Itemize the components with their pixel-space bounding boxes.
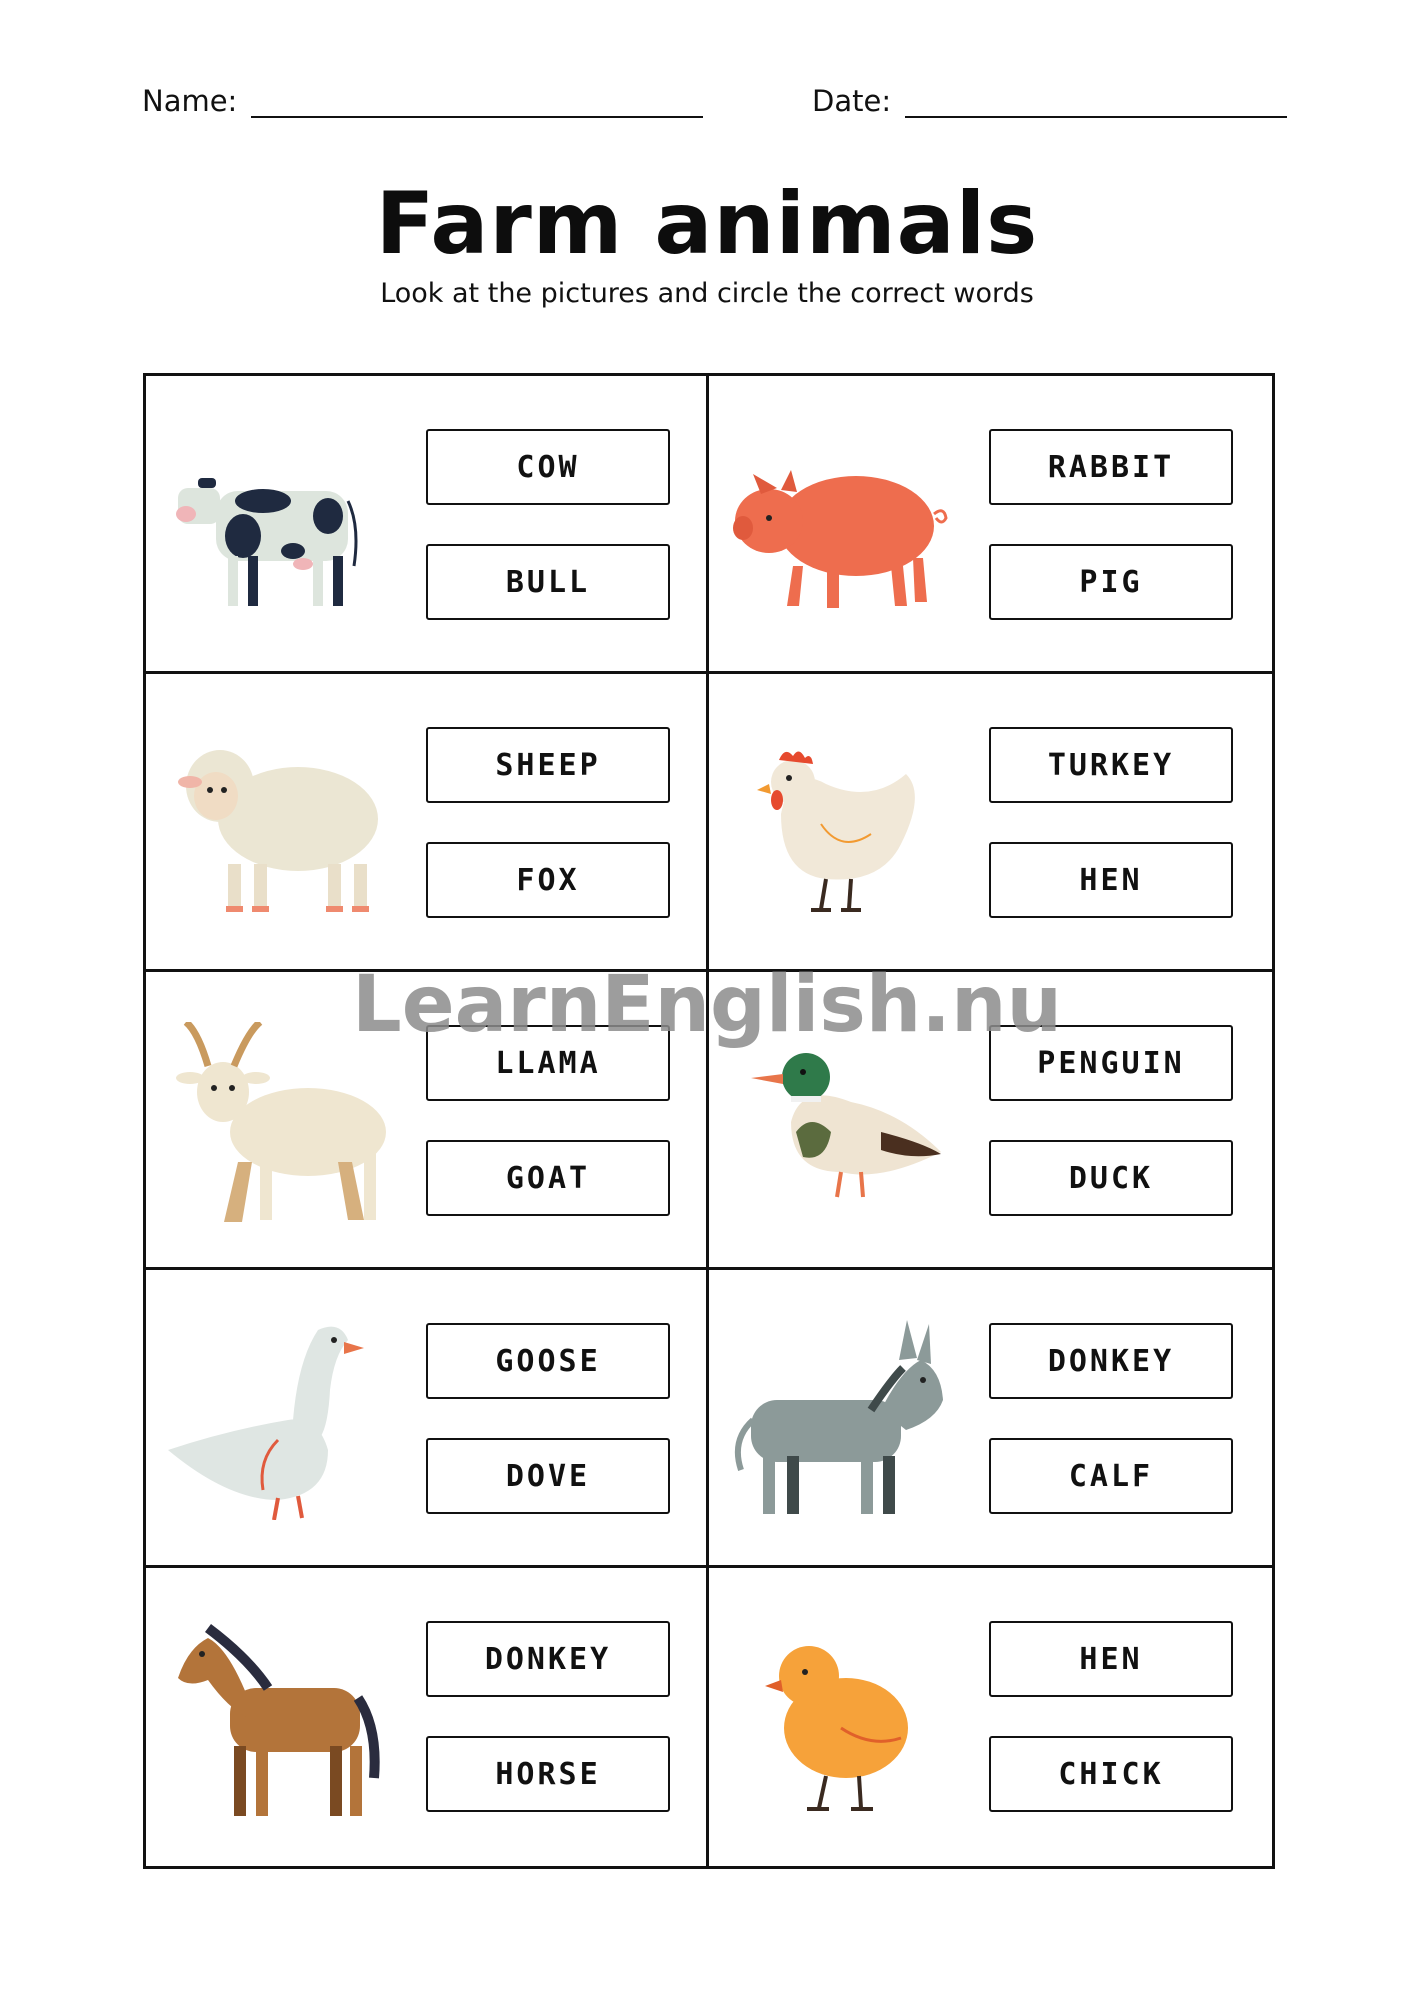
donkey-icon — [731, 1320, 961, 1520]
page-subtitle: Look at the pictures and circle the correct words — [380, 278, 1034, 309]
answer-option[interactable]: CHICK — [989, 1736, 1233, 1812]
worksheet-cell — [146, 376, 709, 674]
worksheet-cell — [709, 376, 1272, 674]
worksheet-cell — [146, 972, 709, 1270]
answer-option[interactable]: PIG — [989, 544, 1233, 620]
answer-option[interactable]: BULL — [426, 544, 670, 620]
horse-icon — [168, 1618, 398, 1818]
worksheet-cell — [146, 674, 709, 972]
page-title: Farm animals — [375, 174, 1039, 274]
answer-option[interactable]: PENGUIN — [989, 1025, 1233, 1101]
answer-option[interactable]: LLAMA — [426, 1025, 670, 1101]
answer-option[interactable]: TURKEY — [989, 727, 1233, 803]
worksheet-cell — [709, 1270, 1272, 1568]
answer-option[interactable]: GOAT — [426, 1140, 670, 1216]
name-label: Name: — [142, 84, 238, 118]
goose-icon — [168, 1320, 398, 1520]
pig-icon — [731, 426, 961, 626]
answer-option[interactable]: CALF — [989, 1438, 1233, 1514]
answer-option[interactable]: GOOSE — [426, 1323, 670, 1399]
answer-option[interactable]: DOVE — [426, 1438, 670, 1514]
answer-option[interactable]: RABBIT — [989, 429, 1233, 505]
worksheet-grid — [143, 373, 1275, 1869]
date-label: Date: — [812, 84, 892, 118]
goat-icon — [168, 1022, 398, 1222]
answer-option[interactable]: COW — [426, 429, 670, 505]
answer-option[interactable]: FOX — [426, 842, 670, 918]
name-field[interactable] — [142, 84, 703, 118]
cow-icon — [168, 426, 398, 626]
hen-icon — [731, 724, 961, 924]
worksheet-cell — [709, 1568, 1272, 1866]
answer-option[interactable]: HORSE — [426, 1736, 670, 1812]
watermark: LearnEnglish.nu — [352, 960, 1062, 1050]
worksheet-cell — [709, 972, 1272, 1270]
name-line[interactable] — [251, 86, 703, 118]
answer-option[interactable]: SHEEP — [426, 727, 670, 803]
chick-icon — [731, 1618, 961, 1818]
answer-option[interactable]: DONKEY — [989, 1323, 1233, 1399]
duck-icon — [731, 1022, 961, 1222]
worksheet-cell — [146, 1568, 709, 1866]
date-line[interactable] — [905, 86, 1287, 118]
worksheet-cell — [146, 1270, 709, 1568]
answer-option[interactable]: HEN — [989, 842, 1233, 918]
answer-option[interactable]: DONKEY — [426, 1621, 670, 1697]
sheep-icon — [168, 724, 398, 924]
answer-option[interactable]: DUCK — [989, 1140, 1233, 1216]
worksheet-cell — [709, 674, 1272, 972]
date-field[interactable] — [812, 84, 1287, 118]
answer-option[interactable]: HEN — [989, 1621, 1233, 1697]
